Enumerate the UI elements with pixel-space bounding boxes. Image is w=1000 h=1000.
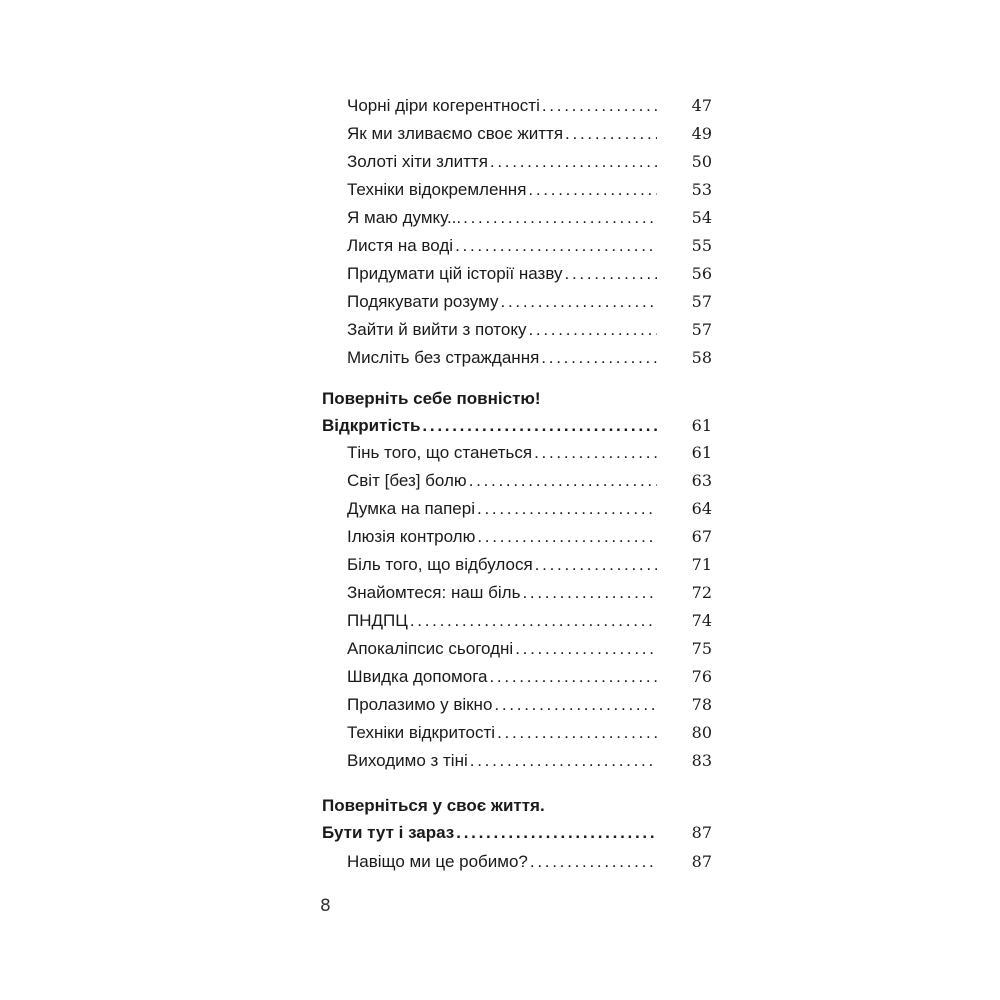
toc-entry-title: Подякувати розуму — [347, 292, 499, 311]
leader-dots — [470, 747, 657, 775]
leader-dots — [522, 579, 657, 607]
toc-entry — [347, 148, 712, 176]
leader-dots — [528, 176, 657, 204]
toc-entry — [347, 551, 712, 579]
toc-entry-page: 47 — [691, 96, 712, 115]
toc-entry — [347, 260, 712, 288]
toc-entry — [347, 120, 712, 148]
toc-entry — [347, 747, 712, 775]
toc-entry — [347, 467, 712, 495]
toc-entry — [347, 439, 712, 467]
toc-entry-title: Техніки відокремлення — [347, 180, 527, 199]
toc-entry-page: 64 — [691, 499, 712, 518]
toc-entry-page: 50 — [691, 152, 712, 171]
toc-entry — [347, 176, 712, 204]
toc-entry — [347, 204, 712, 232]
leader-dots — [530, 848, 657, 876]
toc-entry — [347, 719, 712, 747]
toc-entry-title: Техніки відкритості — [347, 723, 496, 742]
toc-entry — [347, 288, 712, 316]
toc-entry-title: Ілюзія контролю — [347, 527, 476, 546]
toc-entry-page: 71 — [691, 555, 712, 574]
leader-dots — [535, 551, 657, 579]
toc-entry-title: Пролазимо у вікно — [347, 695, 493, 714]
chapter-title: Відкритість — [322, 416, 421, 435]
toc-entry-title: Як ми зливаємо своє життя — [347, 124, 564, 143]
leader-dots — [497, 719, 657, 747]
leader-dots — [463, 204, 657, 232]
toc-entry-page: 55 — [691, 236, 712, 255]
toc-entry — [347, 495, 712, 523]
toc-entry-title: Тінь того, що станеться — [347, 443, 533, 462]
toc-entry — [347, 232, 712, 260]
chapter-entry — [322, 819, 712, 847]
toc-entry-page: 67 — [691, 527, 712, 546]
toc-entry-page: 53 — [691, 180, 712, 199]
toc-entry-title: Виходимо з тіні — [347, 751, 468, 770]
leader-dots — [477, 523, 657, 551]
toc-entry-title: Зайти й вийти з потоку — [347, 320, 527, 339]
leader-dots — [565, 260, 657, 288]
toc-entry-page: 76 — [691, 667, 712, 686]
toc-entry-title: Придумати цій історії назву — [347, 264, 563, 283]
toc-entry-title: Золоті хіти злиття — [347, 152, 488, 171]
toc-entry-title: ПНДПЦ — [347, 611, 408, 630]
leader-dots — [410, 607, 657, 635]
toc-entry-title: Думка на папері — [347, 499, 475, 518]
toc-entry-page: 56 — [691, 264, 712, 283]
toc-entry-title: Знайомтеся: наш біль — [347, 583, 521, 602]
toc-entry-page: 74 — [691, 611, 712, 630]
leader-dots — [490, 148, 657, 176]
toc-entry — [347, 607, 712, 635]
toc-entry — [347, 316, 712, 344]
toc-entry-page: 58 — [691, 348, 712, 367]
toc-entry-title: Я маю думку... — [347, 208, 462, 227]
chapter-page: 87 — [691, 823, 712, 842]
toc-entry — [347, 92, 712, 120]
toc-entry — [347, 523, 712, 551]
toc-entry-title: Навіщо ми це робимо? — [347, 852, 528, 871]
toc-entry-title: Чорні діри когерентності — [347, 96, 540, 115]
chapter-page: 61 — [691, 416, 712, 435]
leader-dots — [501, 288, 658, 316]
leader-dots — [477, 495, 657, 523]
leader-dots — [534, 439, 657, 467]
part-heading-title: Поверніться у своє життя. — [322, 796, 545, 815]
toc-entry-title: Швидка допомога — [347, 667, 488, 686]
toc-entry-page: 80 — [691, 723, 712, 742]
chapter-entry — [322, 412, 712, 440]
toc-entry-page: 57 — [691, 292, 712, 311]
toc-entry — [347, 344, 712, 372]
leader-dots — [422, 412, 657, 440]
leader-dots — [515, 635, 657, 663]
leader-dots — [542, 92, 657, 120]
toc-entry-page: 75 — [691, 639, 712, 658]
chapter-title: Бути тут і зараз — [322, 823, 455, 842]
toc-entry — [347, 691, 712, 719]
leader-dots — [528, 316, 657, 344]
leader-dots — [455, 232, 657, 260]
part-heading — [322, 792, 545, 820]
leader-dots — [565, 120, 657, 148]
toc-entry-page: 83 — [691, 751, 712, 770]
toc-entry-page: 54 — [691, 208, 712, 227]
leader-dots — [456, 819, 657, 847]
toc-entry-page: 57 — [691, 320, 712, 339]
part-heading-title: Поверніть себе повністю! — [322, 389, 541, 408]
toc-entry-title: Біль того, що відбулося — [347, 555, 533, 574]
leader-dots — [541, 344, 657, 372]
toc-entry-page: 63 — [691, 471, 712, 490]
toc-entry-page: 49 — [691, 124, 712, 143]
toc-entry-page: 61 — [691, 443, 712, 462]
toc-entry-title: Мисліть без страждання — [347, 348, 540, 367]
toc-entry-page: 72 — [691, 583, 712, 602]
toc-entry — [347, 663, 712, 691]
leader-dots — [494, 691, 657, 719]
toc-entry-title: Апокаліпсис сьогодні — [347, 639, 514, 658]
toc-entry — [347, 579, 712, 607]
toc-entry — [347, 848, 712, 876]
part-heading — [322, 385, 541, 413]
toc-entry — [347, 635, 712, 663]
toc-entry-title: Світ [без] болю — [347, 471, 467, 490]
page-number: 8 — [320, 896, 331, 916]
leader-dots — [489, 663, 657, 691]
toc-entry-title: Листя на воді — [347, 236, 454, 255]
leader-dots — [469, 467, 657, 495]
toc-entry-page: 87 — [691, 852, 712, 871]
toc-entry-page: 78 — [691, 695, 712, 714]
